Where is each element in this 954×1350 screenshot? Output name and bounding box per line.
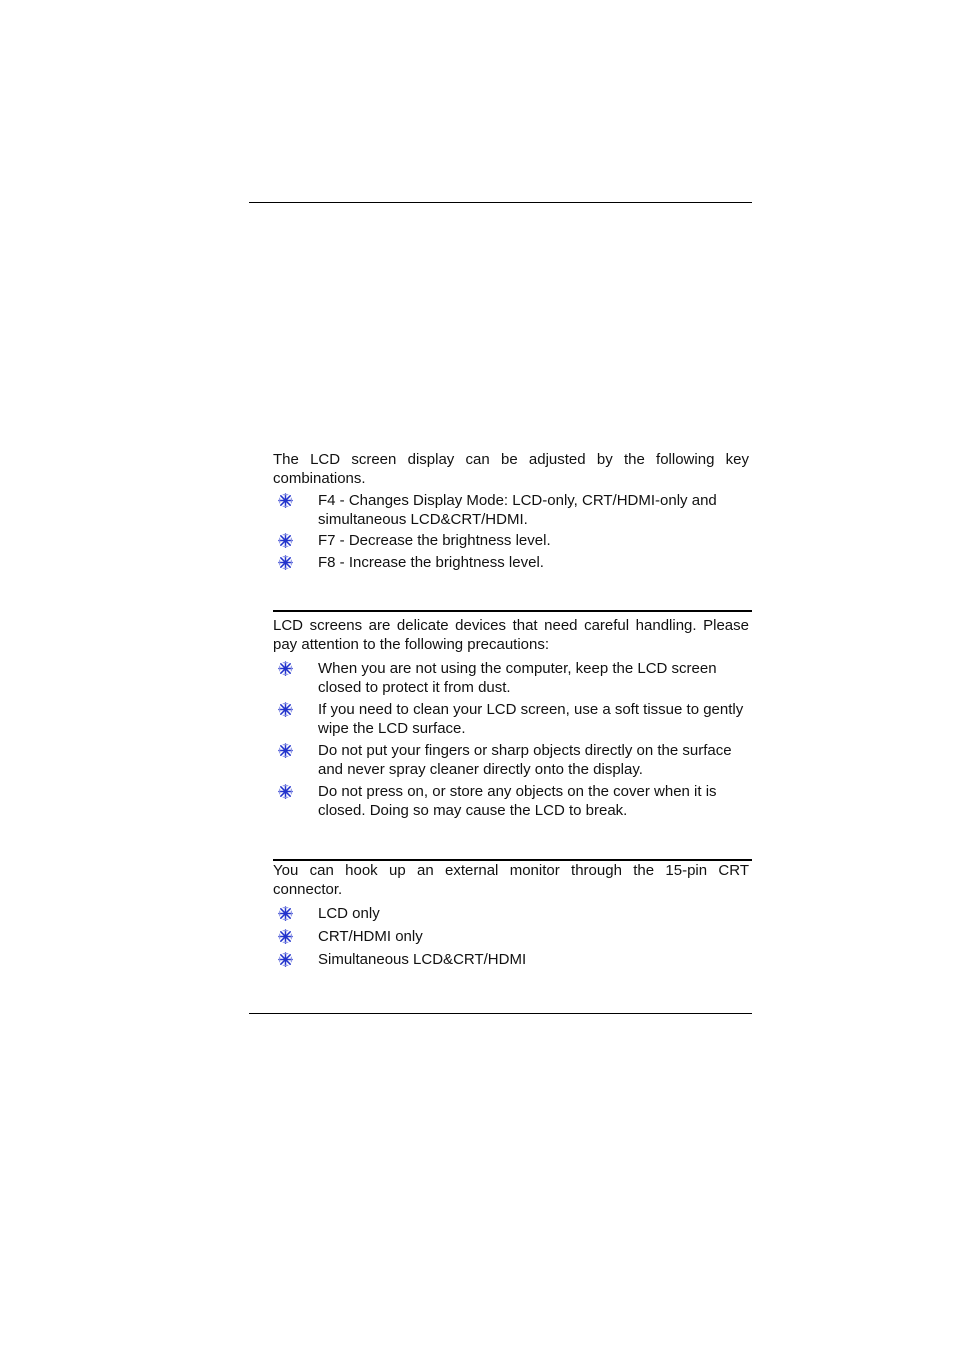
list-item-text: F8 - Increase the brightness level. <box>318 553 544 571</box>
snowflake-star-icon <box>278 906 293 921</box>
list-item-text: LCD only <box>318 905 380 922</box>
list-item <box>273 701 749 738</box>
list-item <box>273 492 749 529</box>
list-item <box>273 951 749 970</box>
list-item-text: F4 - Changes Display Mode: LCD-only, CRT/HDMI-only and simultaneous LCD&CRT/HDMI. <box>318 492 717 528</box>
list-item-text: CRT/HDMI only <box>318 928 423 945</box>
section-intro: The LCD screen display can be adjusted by the following key combinations. <box>273 451 749 487</box>
top-rule <box>249 202 752 203</box>
display-keys-section <box>273 451 749 575</box>
snowflake-star-icon <box>278 661 293 676</box>
list-item <box>273 554 749 573</box>
lcd-care-section <box>273 617 749 824</box>
bullet-list <box>273 492 749 572</box>
snowflake-star-icon <box>278 493 293 508</box>
bullet-list <box>273 905 749 970</box>
list-item-text: F7 - Decrease the brightness level. <box>318 532 551 549</box>
list-item <box>273 532 749 551</box>
section-intro: You can hook up an external monitor through the 15-pin CRT connector. <box>273 862 749 898</box>
list-item <box>273 905 749 924</box>
section-divider <box>273 610 752 612</box>
external-monitor-section <box>273 862 749 974</box>
list-item-text: Do not press on, or store any objects on the cover when it is closed. Doing so may cause the LCD to break. <box>318 783 717 819</box>
snowflake-star-icon <box>278 743 293 758</box>
list-item-text: Simultaneous LCD&CRT/HDMI <box>318 951 527 968</box>
section-intro: LCD screens are delicate devices that need careful handling. Please pay attention to the following precautions: <box>273 617 749 653</box>
snowflake-star-icon <box>278 533 293 548</box>
snowflake-star-icon <box>278 929 293 944</box>
section-divider <box>273 859 752 861</box>
list-item <box>273 783 749 820</box>
list-item <box>273 928 749 947</box>
snowflake-star-icon <box>278 952 293 967</box>
list-item-text: Do not put your fingers or sharp objects directly on the surface and never spray cleaner directly onto the display. <box>318 742 732 778</box>
list-item-text: When you are not using the computer, keep the LCD screen closed to protect it from dust. <box>318 660 717 696</box>
list-item <box>273 742 749 779</box>
list-item-text: If you need to clean your LCD screen, use a soft tissue to gently wipe the LCD surface. <box>318 701 744 737</box>
snowflake-star-icon <box>278 702 293 717</box>
bottom-rule <box>249 1013 752 1014</box>
snowflake-star-icon <box>278 784 293 799</box>
bullet-list <box>273 660 749 820</box>
snowflake-star-icon <box>278 555 293 570</box>
list-item <box>273 660 749 697</box>
